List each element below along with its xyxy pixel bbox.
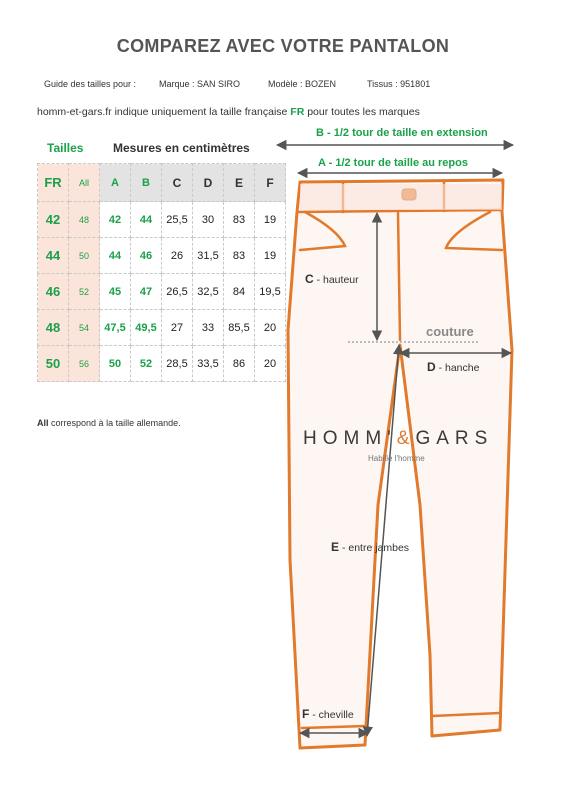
cell-fr: 46 [38, 274, 69, 310]
page-title: COMPAREZ AVEC VOTRE PANTALON [116, 36, 450, 56]
cell-all: 50 [69, 238, 100, 274]
cell-fr: 44 [38, 238, 69, 274]
cell-e: 85,5 [224, 310, 255, 346]
label-d [427, 360, 479, 374]
cell-f: 20 [255, 310, 286, 346]
couture-label: couture [426, 324, 474, 339]
header-fr: FR [38, 164, 69, 202]
cell-c: 25,5 [162, 202, 193, 238]
cell-all: 56 [69, 346, 100, 382]
label-a [318, 157, 468, 169]
cell-all: 52 [69, 274, 100, 310]
cell-d: 33 [193, 310, 224, 346]
label-a-letter: A [318, 157, 326, 169]
cell-d: 30 [193, 202, 224, 238]
label-b-text: - 1/2 tour de taille en extension [327, 127, 488, 139]
label-b [316, 127, 488, 139]
cell-e: 83 [224, 202, 255, 238]
cell-fr: 48 [38, 310, 69, 346]
guide-brand: Marque : SAN SIRO [159, 79, 241, 89]
cell-f: 19,5 [255, 274, 286, 310]
header-a: A [100, 164, 131, 202]
waistband-fill [300, 184, 502, 210]
cell-f: 19 [255, 238, 286, 274]
label-e-letter: E [331, 540, 340, 554]
brand-tagline: Habille l'homme [368, 454, 425, 463]
brand-logo [303, 428, 493, 450]
header-all: All [69, 164, 100, 202]
label-f [302, 707, 354, 721]
label-c [305, 272, 359, 286]
cell-e: 84 [224, 274, 255, 310]
header-f: F [255, 164, 286, 202]
guide-model: Modèle : BOZEN [268, 79, 337, 89]
cell-b: 52 [131, 346, 162, 382]
label-c-text: - hauteur [316, 274, 359, 286]
label-f-letter: F [302, 707, 310, 721]
intro-after: pour toutes les marques [307, 106, 420, 118]
label-b-letter: B [316, 127, 324, 139]
label-e [331, 540, 409, 554]
cell-e: 86 [224, 346, 255, 382]
cell-a: 42 [100, 202, 131, 238]
header-b: B [131, 164, 162, 202]
cell-all: 54 [69, 310, 100, 346]
cell-b: 44 [131, 202, 162, 238]
cell-b: 46 [131, 238, 162, 274]
brand-right: GARS [415, 428, 494, 449]
brand-left: HOMM' [303, 428, 397, 449]
header-d: D [193, 164, 224, 202]
label-d-letter: D [427, 360, 436, 374]
cell-a: 45 [100, 274, 131, 310]
intro-before: homm-et-gars.fr indique uniquement la taille française [37, 106, 288, 118]
brand-amp: & [396, 428, 416, 449]
header-c: C [162, 164, 193, 202]
guide-label: Guide des tailles pour : [44, 79, 137, 89]
label-a-text: - 1/2 tour de taille au repos [328, 157, 468, 169]
note-rest: correspond à la taille allemande. [51, 418, 181, 428]
header-e: E [224, 164, 255, 202]
cell-e: 83 [224, 238, 255, 274]
cell-c: 27 [162, 310, 193, 346]
cell-fr: 50 [38, 346, 69, 382]
label-c-letter: C [305, 272, 314, 286]
cell-d: 33,5 [193, 346, 224, 382]
label-f-text: - cheville [312, 709, 354, 721]
cell-a: 44 [100, 238, 131, 274]
cell-b: 49,5 [131, 310, 162, 346]
cell-f: 20 [255, 346, 286, 382]
cell-d: 32,5 [193, 274, 224, 310]
cell-c: 28,5 [162, 346, 193, 382]
label-d-text: - hanche [438, 362, 480, 374]
cell-c: 26,5 [162, 274, 193, 310]
intro-highlight: FR [290, 106, 305, 118]
cell-fr: 42 [38, 202, 69, 238]
cell-f: 19 [255, 202, 286, 238]
guide-fabric: Tissus : 951801 [367, 79, 431, 89]
cell-all: 48 [69, 202, 100, 238]
label-e-text: - entre jambes [341, 542, 410, 554]
cell-b: 47 [131, 274, 162, 310]
note-bold: All [37, 418, 49, 428]
cell-a: 47,5 [100, 310, 131, 346]
cell-a: 50 [100, 346, 131, 382]
mesures-heading: Mesures en centimètres [113, 141, 250, 155]
cell-d: 31,5 [193, 238, 224, 274]
cell-c: 26 [162, 238, 193, 274]
tailles-heading: Tailles [47, 141, 84, 155]
